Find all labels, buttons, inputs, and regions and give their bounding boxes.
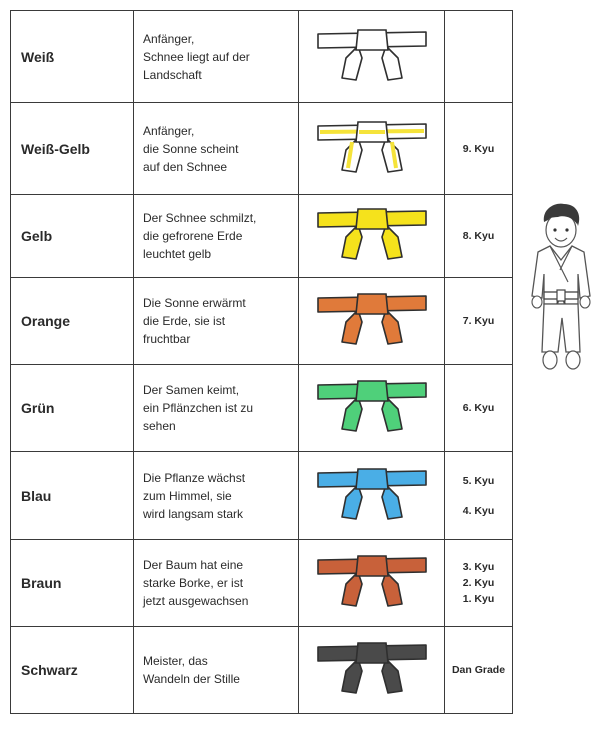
belt-rows (11, 11, 513, 714)
belt-name: Grün (11, 365, 134, 452)
belt-name: Braun (11, 540, 134, 627)
belt-rank (445, 11, 513, 103)
belt-row (11, 195, 513, 278)
belt-description: Meister, das Wandeln der Stille (134, 627, 299, 714)
belt-rank (445, 627, 513, 714)
belt-image-cell (299, 540, 445, 627)
belt-row (11, 627, 513, 714)
belt-image-cell (299, 627, 445, 714)
belt-drawing (316, 641, 428, 699)
belt-drawing (316, 28, 428, 86)
belt-image-cell (299, 11, 445, 103)
belt-image-cell (299, 195, 445, 278)
belt-drawing (316, 379, 428, 437)
belt-drawing (316, 120, 428, 178)
rank-label: 9. Kyu (462, 142, 495, 155)
belt-row (11, 365, 513, 452)
belt-row (11, 278, 513, 365)
rank-label: 4. Kyu (462, 504, 495, 517)
rank-label: Dan Grade (451, 664, 506, 676)
rank-label: 7. Kyu (462, 315, 495, 327)
belt-rank (445, 278, 513, 365)
belt-image-cell (299, 452, 445, 540)
rank-label: 5. Kyu (462, 474, 495, 487)
belt-name: Weiß-Gelb (11, 103, 134, 195)
belt-image-cell (299, 278, 445, 365)
judoka-child-drawing (520, 200, 600, 390)
rank-label: 2. Kyu (462, 577, 495, 589)
belt-rank (445, 103, 513, 195)
rank-label: 6. Kyu (462, 402, 495, 414)
belt-drawing (316, 554, 428, 612)
belt-description: Anfänger, die Sonne scheint auf den Schnee (134, 103, 299, 195)
belt-rank (445, 365, 513, 452)
rank-label: 1. Kyu (462, 593, 495, 605)
belt-description: Der Schnee schmilzt, die gefrorene Erde leuchtet gelb (134, 195, 299, 278)
belt-rank (445, 195, 513, 278)
belt-rank (445, 540, 513, 627)
belt-rank-table (10, 10, 513, 714)
belt-name: Orange (11, 278, 134, 365)
belt-name: Blau (11, 452, 134, 540)
belt-row (11, 540, 513, 627)
rank-label: 8. Kyu (462, 230, 495, 242)
belt-description: Der Samen keimt, ein Pflänzchen ist zu sehen (134, 365, 299, 452)
belt-row (11, 452, 513, 540)
belt-description: Der Baum hat eine starke Borke, er ist jetzt ausgewachsen (134, 540, 299, 627)
belt-description: Die Pflanze wächst zum Himmel, sie wird langsam stark (134, 452, 299, 540)
belt-row (11, 103, 513, 195)
belt-description: Anfänger, Schnee liegt auf der Landschaft (134, 11, 299, 103)
belt-name: Gelb (11, 195, 134, 278)
belt-drawing (316, 292, 428, 350)
belt-image-cell (299, 365, 445, 452)
belt-drawing (316, 467, 428, 525)
belt-rank (445, 452, 513, 540)
belt-name: Weiß (11, 11, 134, 103)
belt-image-cell (299, 103, 445, 195)
belt-description: Die Sonne erwärmt die Erde, sie ist fruchtbar (134, 278, 299, 365)
rank-label: 3. Kyu (462, 561, 495, 573)
belt-drawing (316, 207, 428, 265)
belt-row (11, 11, 513, 103)
belt-name: Schwarz (11, 627, 134, 714)
